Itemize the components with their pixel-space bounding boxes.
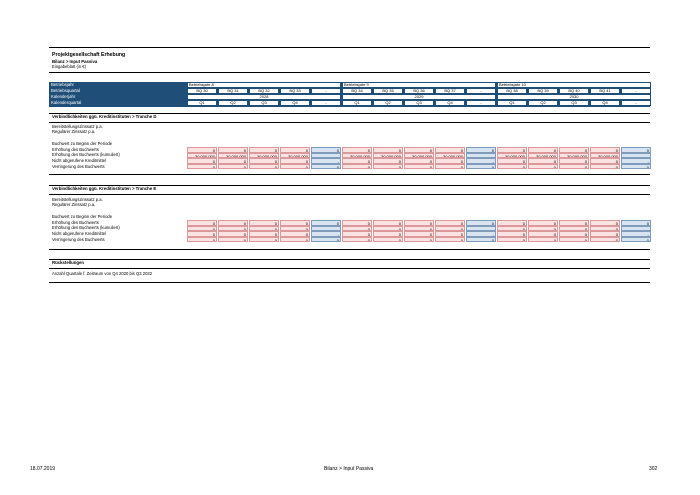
row-label-betriebsjahr: Betriebsjahr: [51, 82, 74, 87]
value-cell: -: [466, 158, 496, 164]
value-cell: 0: [218, 164, 248, 170]
row-label: Nicht abgerufene Kreditmittel: [52, 158, 106, 163]
value-cell: -: [621, 153, 651, 159]
value-cell: 0: [373, 147, 403, 153]
calendar-quarter-cell: -: [621, 100, 651, 106]
value-cell: 30.000.000: [218, 153, 248, 159]
operating-quarter-cell: BQ 41: [590, 88, 620, 94]
row-label: Erhöhung des Buchwerts: [52, 219, 99, 225]
value-cell: 0: [435, 231, 465, 237]
value-cell: -: [311, 226, 341, 232]
value-cell: 30.000.000: [435, 153, 465, 159]
calendar-quarter-cell: Q4: [280, 100, 310, 106]
value-cell: 0: [559, 147, 589, 153]
calendar-year-3: 2030: [497, 94, 651, 100]
value-cell: 0: [280, 158, 310, 164]
tranche-e-param-1: Bereitstellungszinssatz p.a.: [52, 197, 103, 202]
value-cell: 30.000.000: [249, 153, 279, 159]
year-label-2: Betriebsjahr 9: [342, 82, 496, 88]
calendar-quarter-cell: Q2: [373, 100, 403, 106]
value-cell: 0: [466, 147, 496, 153]
operating-quarter-cell: BQ 34: [342, 88, 372, 94]
value-cell: 0: [590, 231, 620, 237]
value-cell: 0: [466, 220, 496, 226]
title-rule: [49, 72, 650, 73]
tranche-d-param-1: Bereitstellungszinssatz p.a.: [52, 124, 103, 129]
value-cell: 0: [528, 220, 558, 226]
operating-quarter-cell: -: [621, 88, 651, 94]
value-cell: 30.000.000: [373, 153, 403, 159]
value-cell: 0: [435, 220, 465, 226]
value-cell: 0: [404, 158, 434, 164]
value-cell: 0: [559, 237, 589, 243]
value-cell: 0: [559, 220, 589, 226]
row-label: Verringerung des Buchwerts: [52, 163, 105, 169]
value-cell: 0: [435, 226, 465, 232]
value-cell: 0: [218, 237, 248, 243]
calendar-quarter-cell: Q2: [528, 100, 558, 106]
value-cell: 0: [311, 220, 341, 226]
value-cell: 0: [342, 158, 372, 164]
value-cell: 0: [218, 158, 248, 164]
value-cell: 0: [249, 220, 279, 226]
rueckstellungen-header: [49, 259, 650, 269]
value-cell: 0: [187, 147, 217, 153]
value-cell: 0: [187, 158, 217, 164]
value-cell: 0: [590, 147, 620, 153]
value-cell: 0: [528, 237, 558, 243]
value-cell: 0: [590, 220, 620, 226]
value-cell: 0: [404, 164, 434, 170]
value-cell: 0: [559, 231, 589, 237]
row-label-betriebsquartal: Betriebsquartal: [51, 88, 80, 93]
value-cell: 0: [280, 147, 310, 153]
value-cell: 0: [249, 158, 279, 164]
value-cell: 0: [590, 164, 620, 170]
calendar-year-2: 2029: [342, 94, 496, 100]
tranche-d-bottom-rule: [49, 174, 650, 175]
value-cell: 0: [404, 237, 434, 243]
value-cell: 0: [249, 147, 279, 153]
value-cell: 0: [528, 164, 558, 170]
value-cell: 0: [528, 147, 558, 153]
row-label: Buchwert zu Beginn der Periode: [52, 141, 113, 147]
calendar-quarter-cell: Q4: [590, 100, 620, 106]
value-cell: 30.000.000: [559, 153, 589, 159]
operating-quarter-cell: BQ 38: [497, 88, 527, 94]
value-cell: 0: [280, 220, 310, 226]
value-cell: -: [466, 153, 496, 159]
tranche-e-bottom-rule: [49, 249, 650, 250]
row-label: Erhöhung des Buchwerts: [52, 146, 99, 152]
company-title: Projektgesellschaft Erhebung: [52, 52, 126, 58]
value-cell: 0: [497, 164, 527, 170]
value-cell: 0: [373, 226, 403, 232]
value-cell: 0: [559, 226, 589, 232]
calendar-quarter-cell: Q2: [218, 100, 248, 106]
value-cell: 30.000.000: [187, 153, 217, 159]
calendar-quarter-cell: Q1: [497, 100, 527, 106]
value-cell: 0: [311, 147, 341, 153]
value-cell: 0: [373, 164, 403, 170]
footer-page: 302: [649, 466, 658, 472]
value-cell: 0: [497, 226, 527, 232]
row-label-kalenderjahr: Kalenderjahr: [51, 94, 76, 99]
calendar-quarter-cell: Q1: [187, 100, 217, 106]
value-cell: 0: [590, 226, 620, 232]
value-cell: 0: [249, 226, 279, 232]
value-cell: 30.000.000: [497, 153, 527, 159]
value-cell: 0: [435, 164, 465, 170]
value-cell: 0: [621, 237, 651, 243]
value-cell: 0: [466, 237, 496, 243]
operating-quarter-cell: BQ 36: [404, 88, 434, 94]
operating-quarter-cell: -: [311, 88, 341, 94]
value-cell: 0: [187, 237, 217, 243]
operating-quarter-cell: BQ 37: [435, 88, 465, 94]
year-label-3: Betriebsjahr 10: [497, 82, 651, 88]
value-cell: 0: [218, 231, 248, 237]
value-cell: 0: [311, 164, 341, 170]
value-cell: 0: [528, 231, 558, 237]
value-cell: 0: [621, 220, 651, 226]
row-label: Verringerung des Buchwerts: [52, 236, 105, 242]
value-cell: -: [621, 231, 651, 237]
calendar-quarter-cell: Q4: [435, 100, 465, 106]
sheet-subtitle: Bilanz > Input Passiva: [52, 59, 98, 64]
operating-quarter-cell: BQ 32: [249, 88, 279, 94]
value-cell: -: [311, 231, 341, 237]
year-label-1: Betriebsjahr 8: [187, 82, 341, 88]
value-cell: 30.000.000: [280, 153, 310, 159]
rueckstellungen-title: Rückstellungen: [52, 260, 84, 265]
value-cell: 0: [404, 231, 434, 237]
value-cell: 0: [187, 164, 217, 170]
row-label: Buchwert zu Beginn der Periode: [52, 214, 113, 220]
operating-quarter-cell: BQ 31: [218, 88, 248, 94]
value-cell: 0: [373, 231, 403, 237]
value-cell: -: [311, 158, 341, 164]
value-cell: 0: [187, 231, 217, 237]
value-cell: 0: [497, 231, 527, 237]
value-cell: 0: [373, 220, 403, 226]
row-label: Nicht abgerufene Kreditmittel: [52, 231, 106, 236]
footer-sheet: Bilanz > Input Passiva: [324, 466, 374, 472]
top-rule: [49, 47, 650, 48]
value-cell: 0: [404, 220, 434, 226]
value-cell: 0: [621, 147, 651, 153]
value-cell: 0: [187, 226, 217, 232]
tranche-e-title: Verbindlichkeiten ggü. Kreditinstituten > Tranche E: [52, 186, 157, 191]
value-cell: 0: [218, 226, 248, 232]
rueckstellungen-note: Anzahl Quartale f. Zeitraum von Q4 2020 bis Q3 2032: [52, 271, 153, 276]
value-cell: -: [621, 158, 651, 164]
value-cell: 0: [373, 158, 403, 164]
row-label-kalenderquartal: Kalenderquartal: [51, 100, 82, 105]
operating-quarter-cell: BQ 30: [187, 88, 217, 94]
value-cell: 0: [342, 237, 372, 243]
calendar-quarter-cell: Q3: [559, 100, 589, 106]
calendar-quarter-cell: Q3: [404, 100, 434, 106]
operating-quarter-cell: BQ 33: [280, 88, 310, 94]
calendar-quarter-cell: -: [311, 100, 341, 106]
operating-quarter-cell: BQ 39: [528, 88, 558, 94]
value-cell: 30.000.000: [404, 153, 434, 159]
value-cell: 0: [497, 237, 527, 243]
value-cell: -: [466, 226, 496, 232]
value-cell: 0: [528, 158, 558, 164]
rueckstellungen-bottom-rule: [49, 282, 650, 283]
value-cell: 0: [528, 226, 558, 232]
value-cell: 0: [280, 231, 310, 237]
calendar-year-1: 2028: [187, 94, 341, 100]
value-cell: 0: [280, 237, 310, 243]
value-cell: 0: [559, 158, 589, 164]
value-cell: 30.000.000: [342, 153, 372, 159]
operating-quarter-cell: -: [466, 88, 496, 94]
row-label: Erhöhung des Buchwerts (kumuliert): [52, 225, 120, 231]
value-cell: 0: [311, 237, 341, 243]
value-cell: 0: [590, 237, 620, 243]
unit-label: Eingabeblatt (in €): [52, 64, 86, 69]
value-cell: 0: [249, 237, 279, 243]
value-cell: 0: [497, 220, 527, 226]
calendar-quarter-cell: Q3: [249, 100, 279, 106]
value-cell: 0: [466, 164, 496, 170]
value-cell: 0: [342, 147, 372, 153]
value-cell: 0: [404, 147, 434, 153]
value-cell: -: [466, 231, 496, 237]
value-cell: 30.000.000: [590, 153, 620, 159]
value-cell: -: [311, 153, 341, 159]
calendar-quarter-cell: -: [466, 100, 496, 106]
tranche-e-param-2: Regulärer Zinssatz p.a.: [52, 202, 96, 207]
value-cell: 0: [590, 158, 620, 164]
value-cell: 0: [435, 147, 465, 153]
value-cell: 0: [342, 164, 372, 170]
value-cell: 0: [559, 164, 589, 170]
value-cell: -: [621, 226, 651, 232]
value-cell: 0: [435, 158, 465, 164]
value-cell: 0: [404, 226, 434, 232]
value-cell: 0: [249, 164, 279, 170]
operating-quarter-cell: BQ 40: [559, 88, 589, 94]
tranche-d-title: Verbindlichkeiten ggü. Kreditinstituten > Tranche D: [52, 114, 157, 119]
value-cell: 0: [373, 237, 403, 243]
value-cell: 0: [280, 164, 310, 170]
value-cell: 0: [280, 226, 310, 232]
footer-date: 18.07.2019: [30, 466, 56, 472]
operating-quarter-cell: BQ 35: [373, 88, 403, 94]
value-cell: 0: [342, 220, 372, 226]
value-cell: 0: [342, 231, 372, 237]
value-cell: 0: [497, 147, 527, 153]
value-cell: 0: [435, 237, 465, 243]
calendar-quarter-cell: Q1: [342, 100, 372, 106]
row-label: Erhöhung des Buchwerts (kumuliert): [52, 152, 120, 158]
value-cell: 0: [218, 147, 248, 153]
tranche-d-param-2: Regulärer Zinssatz p.a.: [52, 129, 96, 134]
value-cell: 0: [249, 231, 279, 237]
value-cell: 0: [342, 226, 372, 232]
value-cell: 0: [497, 158, 527, 164]
value-cell: 0: [218, 220, 248, 226]
value-cell: 0: [621, 164, 651, 170]
value-cell: 0: [187, 220, 217, 226]
value-cell: 30.000.000: [528, 153, 558, 159]
